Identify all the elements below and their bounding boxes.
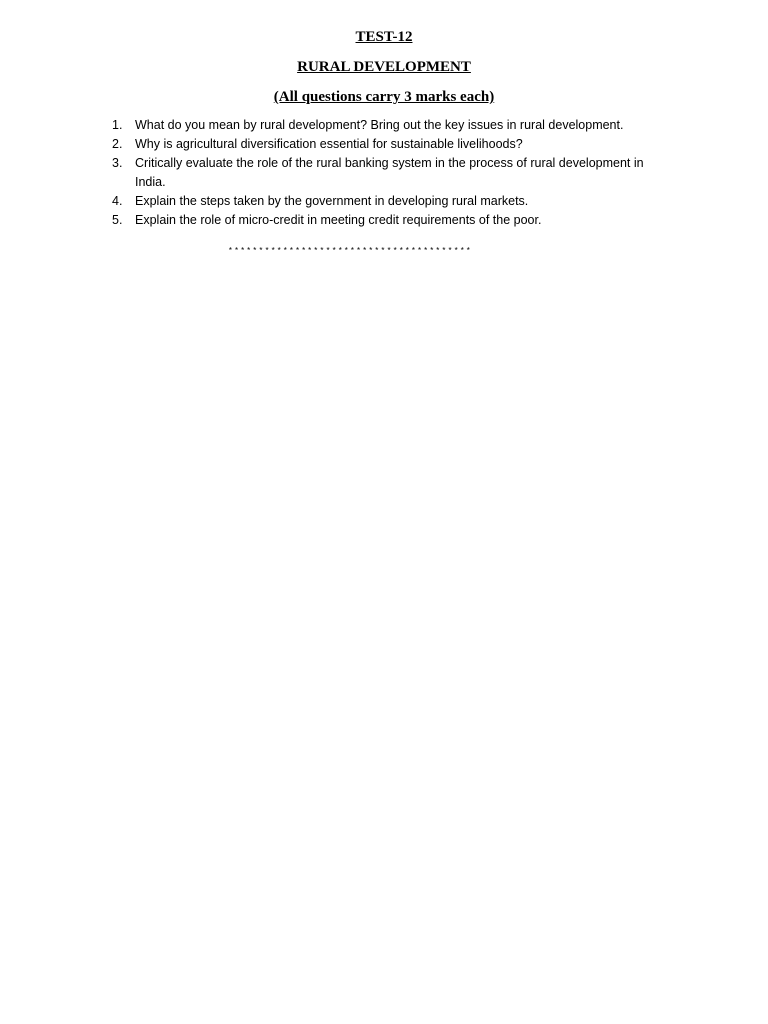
question-item bbox=[108, 116, 668, 135]
question-text: Critically evaluate the role of the rural banking system in the process of rural development in India. bbox=[135, 156, 644, 189]
question-text: Explain the role of micro-credit in meeting credit requirements of the poor. bbox=[135, 213, 542, 227]
question-number: 1. bbox=[112, 118, 123, 132]
question-item bbox=[108, 154, 668, 192]
question-text: What do you mean by rural development? Bring out the key issues in rural development. bbox=[135, 118, 624, 132]
question-text: Why is agricultural diversification essential for sustainable livelihoods? bbox=[135, 137, 523, 151]
question-item bbox=[108, 135, 668, 154]
question-item bbox=[108, 211, 668, 230]
question-number: 2. bbox=[112, 137, 123, 151]
subject-title: RURAL DEVELOPMENT bbox=[297, 59, 471, 75]
question-text: Explain the steps taken by the government in developing rural markets. bbox=[135, 194, 529, 208]
question-number: 4. bbox=[112, 194, 123, 208]
question-list bbox=[108, 116, 668, 230]
question-number: 5. bbox=[112, 213, 123, 227]
question-item bbox=[108, 192, 668, 211]
end-divider: **************************************** bbox=[228, 247, 473, 256]
question-number: 3. bbox=[112, 156, 123, 170]
test-title: TEST-12 bbox=[355, 29, 413, 45]
marks-note: (All questions carry 3 marks each) bbox=[273, 89, 495, 105]
